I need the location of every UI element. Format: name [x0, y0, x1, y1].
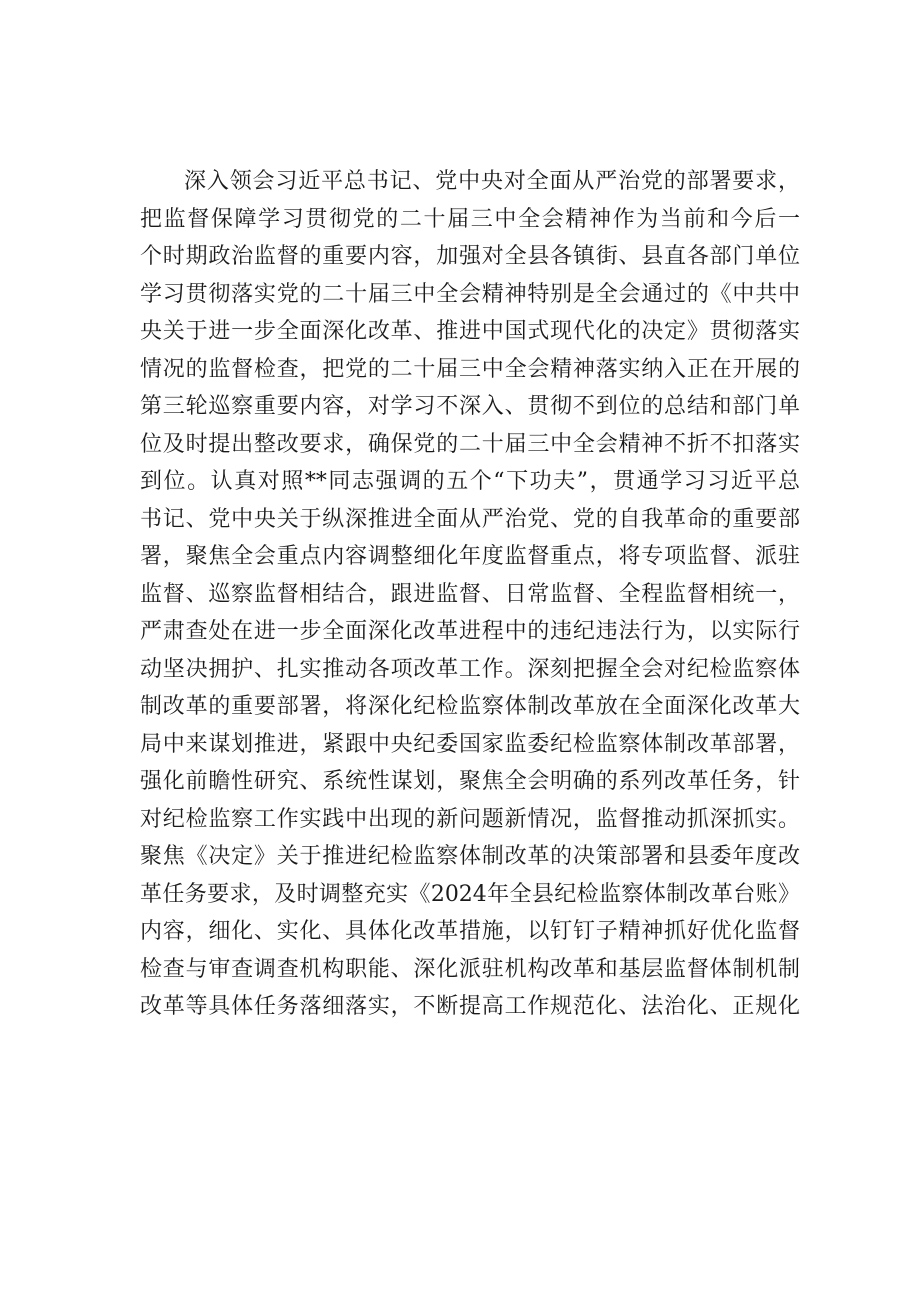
paragraph-line: 聚焦《决定》关于推进纪检监察体制改革的决策部署和县委年度改 — [140, 844, 800, 869]
paragraph-line: 到位。认真对照**同志强调的五个“下功夫”，贯通学习习近平总 — [140, 469, 800, 494]
paragraph-line: 情况的监督检查，把党的二十届三中全会精神落实纳入正在开展的 — [140, 356, 800, 382]
paragraph-line: 位及时提出整改要求，确保党的二十届三中全会精神不折不扣落实 — [140, 431, 800, 457]
paragraph-line: 局中来谋划推进，紧跟中央纪委国家监委纪检监察体制改革部署， — [140, 731, 800, 757]
paragraph-line: 署，聚焦全会重点内容调整细化年度监督重点，将专项监督、派驻 — [140, 544, 800, 569]
paragraph-line: 强化前瞻性研究、系统性谋划，聚焦全会明确的系列改革任务，针 — [140, 769, 800, 794]
paragraph-line: 央关于进一步全面深化改革、推进中国式现代化的决定》贯彻落实 — [140, 319, 800, 344]
paragraph-line: 严肃查处在进一步全面深化改革进程中的违纪违法行为，以实际行 — [140, 619, 800, 644]
paragraph-line: 学习贯彻落实党的二十届三中全会精神特别是全会通过的《中共中 — [140, 281, 800, 307]
paragraph-line: 把监督保障学习贯彻党的二十届三中全会精神作为当前和今后一 — [140, 206, 800, 232]
paragraph-line: 对纪检监察工作实践中出现的新问题新情况，监督推动抓深抓实。 — [140, 806, 800, 832]
paragraph-line: 内容，细化、实化、具体化改革措施，以钉钉子精神抓好优化监督 — [140, 919, 800, 944]
paragraph-line: 检查与审查调查机构职能、深化派驻机构改革和基层监督体制机制 — [140, 956, 800, 982]
paragraph-line: 改革等具体任务落细落实，不断提高工作规范化、法治化、正规化 — [140, 994, 800, 1019]
paragraph-line: 深入领会习近平总书记、党中央对全面从严治党的部署要求， — [184, 169, 800, 194]
paragraph-line: 书记、党中央关于纵深推进全面从严治党、党的自我革命的重要部 — [140, 506, 800, 532]
paragraph-line: 个时期政治监督的重要内容，加强对全县各镇街、县直各部门单位 — [140, 244, 800, 269]
paragraph-line: 第三轮巡察重要内容，对学习不深入、贯彻不到位的总结和部门单 — [140, 394, 800, 419]
paragraph-line: 监督、巡察监督相结合，跟进监督、日常监督、全程监督相统一， — [140, 581, 800, 607]
paragraph-line: 动坚决拥护、扎实推动各项改革工作。深刻把握全会对纪检监察体 — [140, 656, 800, 682]
paragraph-line: 制改革的重要部署，将深化纪检监察体制改革放在全面深化改革大 — [140, 694, 800, 719]
paragraph-line: 革任务要求，及时调整充实《2024年全县纪检监察体制改革台账》 — [140, 881, 800, 907]
body-paragraph — [140, 163, 800, 1026]
